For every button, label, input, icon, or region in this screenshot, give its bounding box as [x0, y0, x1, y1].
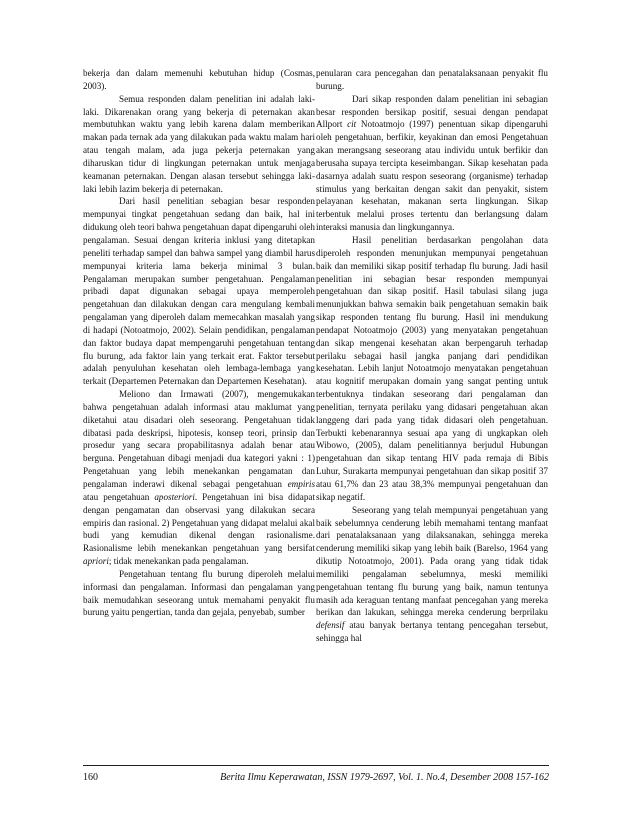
text-run: atau banyak bertanya tentang pencegahan tersebut, sehingga hal	[316, 620, 548, 644]
page-number: 160	[83, 772, 98, 783]
text-run: Notoatmojo (1997) penentuan sikap dipengaruhi oleh pengetahuan, berfikir, keyakinan dan emosi Pengetahuan akan merangsang seseorang atau individu untuk berfikir dan berusaha supaya tercipta keseimbangan. Sikap kesehatan pada dasarnya adalah suatu respon seseorang (organisme) terhadap stimulus yang berkaitan dengan sakit dan penyakit, sistem pelayanan kesehatan, makanan serta lingkungan. Sikap terbentuk melalui proses tertentu dan berlangsung dalam interaksi manusia dan lingkungannya.	[316, 119, 549, 233]
paragraph	[316, 504, 548, 645]
paragraph: Semua responden dalam penelitian ini adalah laki-laki. Dikarenakan orang yang bekerja di peternakan akan membutuhkan waktu yang lebih karena dalam memberikan makan pada ternak ada yang dilakukan pada waktu malam hari atau tengah malam, ada juga pekerja peternakan yang diharuskan tidur di lingkungan peternakan untuk menjaga keamanan peternakan. Dengan alasan tersebut sehingga laki-laki lebih lazim bekerja di peternakan.	[83, 93, 315, 194]
text-run: Meliono dan Irmawati (2007), mengemukakan bahwa pengetahuan adalah informasi atau maklumat yang diketahui atau disadari oleh seseorang. Pengetahuan tidak dibatasi pada deskripsi, hipotesis, konsep teori, prinsip dan prosedur yang secara propabilitasnya adalah benar atau berguna. Pengetahuan dibagi menjadi dua kategori yakni : 1) Pengetahuan yang lebih menekankan pengamatan dan pengalaman inderawi dikenal sebagai pengetahuan	[83, 389, 315, 489]
right-column	[316, 67, 548, 645]
paragraph: bekerja dan dalam memenuhi kebutuhan hidup (Cosmas, 2003).	[83, 68, 315, 91]
paragraph	[316, 93, 548, 234]
italic-term: defensif	[316, 620, 345, 631]
text-run: ; tidak menekankan pada pengalaman.	[108, 556, 249, 567]
text-run: . Pengetahuan ini bisa didapat dengan pengamatan dan observasi yang dilakukan secara empiris dan rasional. 2) Pengetahuan yang didapat melalui akal budi yang kemudian dikenal dengan rasionalisme. Rasionalisme lebih menekankan pengetahuan yang bersifat	[83, 491, 315, 554]
italic-term: cit	[347, 119, 357, 130]
italic-term: apriori	[83, 556, 109, 567]
text-run: Seseorang yang telah mempunyai pengetahuan yang baik sebelumnya cenderung lebih memahami tentang manfaat dari penatalaksanaan yang dilaksanakan, sehingga mereka cenderung memiliki sikap yang lebih baik (Barelso, 1964 yang dikutip Notoatmojo, 2001). Pada orang yang tidak tidak memiliki pengalaman sebelumnya, meski memiliki pengetahuan tentang flu burung yang baik, namun tentunya masih ada keraguan tentang manfaat pencegahan yang mereka berikan dan lakukan, sehingga mereka cenderung berprilaku	[316, 504, 548, 618]
footer-rule	[83, 765, 549, 766]
left-column	[83, 67, 315, 619]
journal-citation: Berita Ilmu Keperawatan, ISSN 1979-2697, Vol. 1. No.4, Desember 2008 157-162	[220, 772, 549, 783]
italic-term: aposteriori	[154, 491, 195, 502]
paragraph: Pengetahuan tentang flu burung diperoleh melalui informasi dan pengalaman. Informasi dan pengalaman yang baik memudahkan seseorang untuk memahami penyakit flu burung yaitu pengertian, tanda dan gejala, penyebab, sumber	[83, 568, 315, 618]
text-run: atau pengetahuan	[83, 491, 155, 502]
text-run: Dari sikap responden dalam penelitian ini sebagian besar responden bersikap positif, sesuai dengan pendapat Allport	[316, 93, 548, 130]
paragraph: penularan cara pencegahan dan penatalaksanaan penyakit flu burung.	[316, 68, 548, 91]
paragraph	[83, 388, 315, 568]
italic-term: empiris	[287, 479, 315, 489]
paragraph: Dari hasil penelitian sebagian besar responden mempunyai tingkat pengetahuan sedang dan baik, hal ini didukung oleh teori bahwa pengetahuan dapat dipengaruhi oleh pengalaman. Sesuai dengan kriteria inklusi yang ditetapkan peneliti terhadap sampel dan bahwa sampel yang diambil harus mempunyai kriteria lama bekerja minimal 3 bulan. Pengalaman merupakan sumber pengetahuan. Pengalaman pribadi dapat digunakan sebagai upaya memperoleh pengetahuan dan dilakukan dengan cara mengulang kembali pengalaman yang diperoleh dalam memecahkan masalah yang di hadapi (Notoatmojo, 2002). Selain pendidikan, pengalaman dan faktor budaya dapat mempengaruhi pengetahuan tentang flu burung, ada faktor lain yang terkait erat. Faktor tersebut adalah penyuluhan kesehatan oleh lembaga-lembaga yang terkait (Departemen Peternakan dan Departemen Kesehatan).	[83, 196, 315, 387]
paragraph: Hasil penelitian berdasarkan pengolahan data diperoleh responden menunjukan mempunyai pengetahuan baik dan memiliki sikap positif terhadap flu burung. Jadi hasil penelitian ini sebagian besar responden mempunyai pengetahuan dan sikap positif. Hasil tabulasi silang juga menunjukkan bahwa semakin baik pengetahuan semakin baik sikap responden tentang flu burung. Hasil ini mendukung pendapat Notoatmojo (2003) yang menyatakan pengetahuan dan sikap mengenai kesehatan akan berpengaruh terhadap perilaku sebagai hasil jangka panjang dari pendidikan kesehatan. Lebih lanjut Notoatmojo menyatakan pengetahuan atau kognitif merupakan domain yang sangat penting untuk terbentuknya tindakan seseorang dari pengalaman dan penelitian, ternyata perilaku yang didasari pengetahuan akan langgeng dari pada yang tidak didasari oleh pengetahuan. Terbukti kebenarannya sesuai apa yang di ungkapkan oleh Wibowo, (2005), dalam penelitiannya berjudul Hubungan pengetahuan dan sikap tentang HIV pada remaja di Bibis Luhur, Surakarta mempunyai pengetahuan dan sikap positif 37 atau 61,7% dan 23 atau 38,3% mempunyai pengetahuan dan sikap negatif.	[316, 234, 548, 502]
